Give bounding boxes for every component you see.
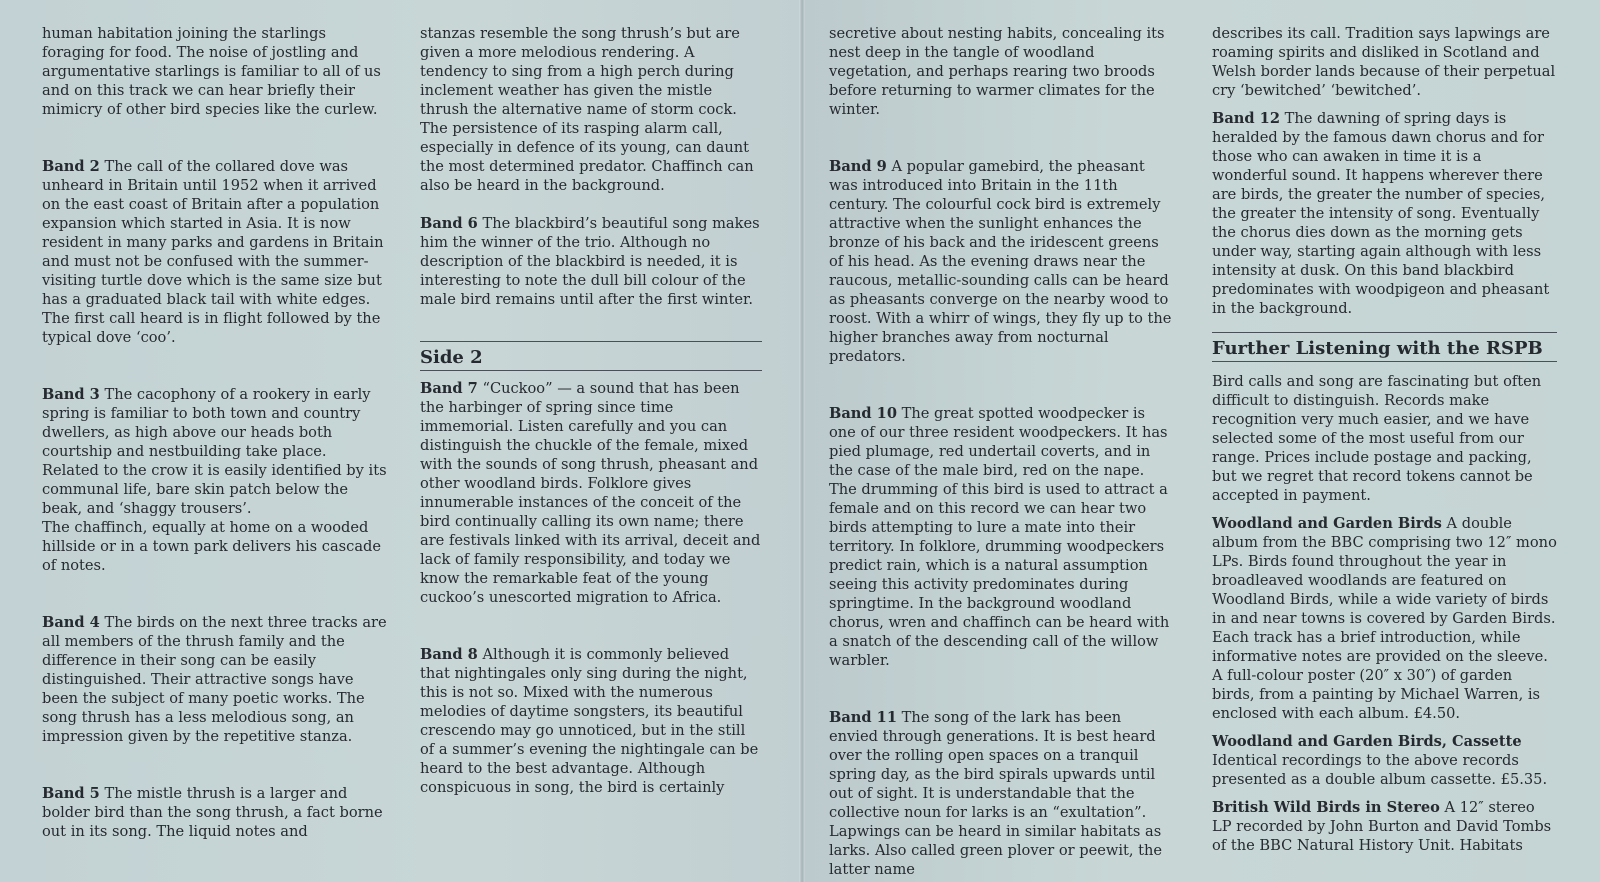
woodland-garden-birds-cassette-label: Woodland and Garden Birds, Cassette: [1212, 733, 1522, 750]
woodland-garden-birds-album-label: Woodland and Garden Birds: [1212, 515, 1442, 532]
woodland-garden-birds-album-text: A double album from the BBC comprising two 12″ mono LPs. Birds found throughout the year in broadleaved woodlands are featured on Woodland Birds, while a wide variety of birds in and near towns is covered by Garden Birds. Each track has a brief introduction, while informative notes are provided on the sleeve. A full-colour poster (20″ x 30″) of garden birds, from a painting by Michael Warren, is enclosed with each album. £4.50.: [1212, 515, 1557, 722]
band-5-paragraph: [42, 784, 387, 841]
band-8-text: Although it is commonly believed that nightingales only sing during the night, this is not so. Mixed with the numerous melodies of daytime songsters, its beautiful crescendo may go unnoticed, but in the still of a summer’s evening the nightingale can be heard to the best advantage. Although conspicuous in song, the bird is certainly: [420, 646, 759, 796]
band-8-label: Band 8: [420, 646, 478, 663]
band-11-label: Band 11: [829, 709, 897, 726]
column-3: [829, 24, 1174, 879]
band-12-paragraph: [1212, 109, 1557, 318]
band-9-label: Band 9: [829, 158, 887, 175]
british-wild-birds-text: A 12″ stereo LP recorded by John Burton and David Tombs of the BBC Natural History Unit. Habitats: [1212, 799, 1552, 854]
column-2: [420, 24, 762, 797]
band-3-label: Band 3: [42, 386, 100, 403]
british-wild-birds-paragraph: [1212, 798, 1557, 855]
woodland-garden-birds-cassette-text: Identical recordings to the above records presented as a double album cassette. £5.35.: [1212, 752, 1548, 788]
col1-intro-paragraph: human habitation joining the starlings foraging for food. The noise of jostling and argumentative starlings is familiar to all of us and on this track we can hear briefly their mimicry of other bird species like the curlew.: [42, 25, 381, 118]
band-6-paragraph: [420, 214, 762, 309]
band-2-paragraph: [42, 157, 387, 347]
band-5-text: The mistle thrush is a larger and bolder bird than the song thrush, a fact borne out in its song. The liquid notes and: [42, 785, 383, 840]
band-7-text: “Cuckoo” — a sound that has been the harbinger of spring since time immemorial. Listen carefully and you can distinguish the chuckle of the female, mixed with the sounds of song thrush, pheasant and other woodland birds. Folklore gives innumerable instances of the conceit of the bird continually calling its own name; there are festivals linked with its arrival, deceit and lack of family responsibility, and today we know the remarkable feat of the young cuckoo’s unescorted migration to Africa.: [420, 380, 761, 606]
band-11-paragraph: [829, 708, 1174, 879]
page-fold: [799, 0, 805, 882]
band-5-label: Band 5: [42, 785, 100, 802]
side-2-heading: Side 2: [420, 342, 762, 371]
band-7-paragraph: [420, 379, 762, 607]
band-10-text: The great spotted woodpecker is one of our three resident woodpeckers. It has pied plumage, red undertail coverts, and in the case of the male bird, red on the nape. The drumming of this bird is used to attract a female and on this record we can hear two birds attempting to lure a mate into their territory. In folklore, drumming woodpeckers predict rain, which is a natural assumption seeing this activity predominates during springtime. In the background woodland chorus, wren and chaffinch can be heard with a snatch of the descending call of the willow warbler.: [829, 405, 1170, 669]
british-wild-birds-label: British Wild Birds in Stereo: [1212, 799, 1440, 816]
further-listening-heading: Further Listening with the RSPB: [1212, 333, 1557, 362]
band-12-text: The dawning of spring days is heralded by the famous dawn chorus and for those who can awaken in time it is a wonderful sound. It happens wherever there are birds, the greater the number of species, the greater the intensity of song. Eventually the chorus dies down as the morning gets under way, starting again although with less intensity at dusk. On this band blackbird predominates with woodpigeon and pheasant in the background.: [1212, 110, 1550, 317]
band-3-text: The cacophony of a rookery in early spring is familiar to both town and country dwellers, as high above our heads both courtship and nestbuilding take place. Related to the crow it is easily identified by its communal life, bare skin patch below the beak, and ‘shaggy trousers’.: [42, 386, 387, 517]
band-9-paragraph: [829, 157, 1174, 366]
band-4-label: Band 4: [42, 614, 100, 631]
band-10-label: Band 10: [829, 405, 897, 422]
col2-intro-paragraph: stanzas resemble the song thrush’s but are given a more melodious rendering. A tendency to sing from a high perch during inclement weather has given the mistle thrush the alternative name of storm cock. The persistence of its rasping alarm call, especially in defence of its young, can daunt the most determined predator. Chaffinch can also be heard in the background.: [420, 25, 754, 194]
band-2-text: The call of the collared dove was unheard in Britain until 1952 when it arrived on the east coast of Britain after a population expansion which started in Asia. It is now resident in many parks and gardens in Britain and must not be confused with the summer-visiting turtle dove which is the same size but has a graduated black tail with white edges. The first call heard is in flight followed by the typical dove ‘coo’.: [42, 158, 384, 346]
band-8-paragraph: [420, 645, 762, 797]
band-9-text: A popular gamebird, the pheasant was introduced into Britain in the 11th century. The colourful cock bird is extremely attractive when the sunlight enhances the bronze of his back and the iridescent greens of his head. As the evening draws near the raucous, metallic-sounding calls can be heard as pheasants converge on the nearby wood to roost. With a whirr of wings, they fly up to the higher branches away from nocturnal predators.: [829, 158, 1172, 365]
band-3-chaffinch-paragraph: The chaffinch, equally at home on a wooded hillside or in a town park delivers his cascade of notes.: [42, 519, 382, 574]
col4-intro-paragraph: describes its call. Tradition says lapwings are roaming spirits and disliked in Scotland and Welsh border lands because of their perpetual cry ‘bewitched’ ‘bewitched’.: [1212, 25, 1556, 99]
column-1: [42, 24, 387, 841]
band-6-label: Band 6: [420, 215, 478, 232]
woodland-garden-birds-cassette-paragraph: [1212, 732, 1557, 789]
band-2-label: Band 2: [42, 158, 100, 175]
band-7-label: Band 7: [420, 380, 478, 397]
band-4-text: The birds on the next three tracks are all members of the thrush family and the difference in their song can be easily distinguished. Their attractive songs have been the subject of many poetic works. The song thrush has a less melodious song, an impression given by the repetitive stanza.: [42, 614, 387, 745]
band-10-paragraph: [829, 404, 1174, 670]
band-6-text: The blackbird’s beautiful song makes him the winner of the trio. Although no description of the blackbird is needed, it is interesting to note the dull bill colour of the male bird remains until after the first winter.: [420, 215, 760, 308]
band-4-paragraph: [42, 613, 387, 746]
band-11-text: The song of the lark has been envied through generations. It is best heard over the rolling open spaces on a tranquil spring day, as the bird spirals upwards until out of sight. It is understandable that the collective noun for larks is an “exultation”. Lapwings can be heard in similar habitats as larks. Also called green plover or peewit, the latter name: [829, 709, 1163, 878]
band-12-label: Band 12: [1212, 110, 1280, 127]
band-3-paragraph: [42, 385, 387, 518]
col3-intro-paragraph: secretive about nesting habits, concealing its nest deep in the tangle of woodland vegetation, and perhaps rearing two broods before returning to warmer climates for the winter.: [829, 25, 1165, 118]
column-4: [1212, 24, 1557, 855]
woodland-garden-birds-album-paragraph: [1212, 514, 1557, 723]
further-listening-intro: Bird calls and song are fascinating but often difficult to distinguish. Records make recognition very much easier, and we have selected some of the most useful from our range. Prices include postage and packing, but we regret that record tokens cannot be accepted in payment.: [1212, 373, 1542, 504]
